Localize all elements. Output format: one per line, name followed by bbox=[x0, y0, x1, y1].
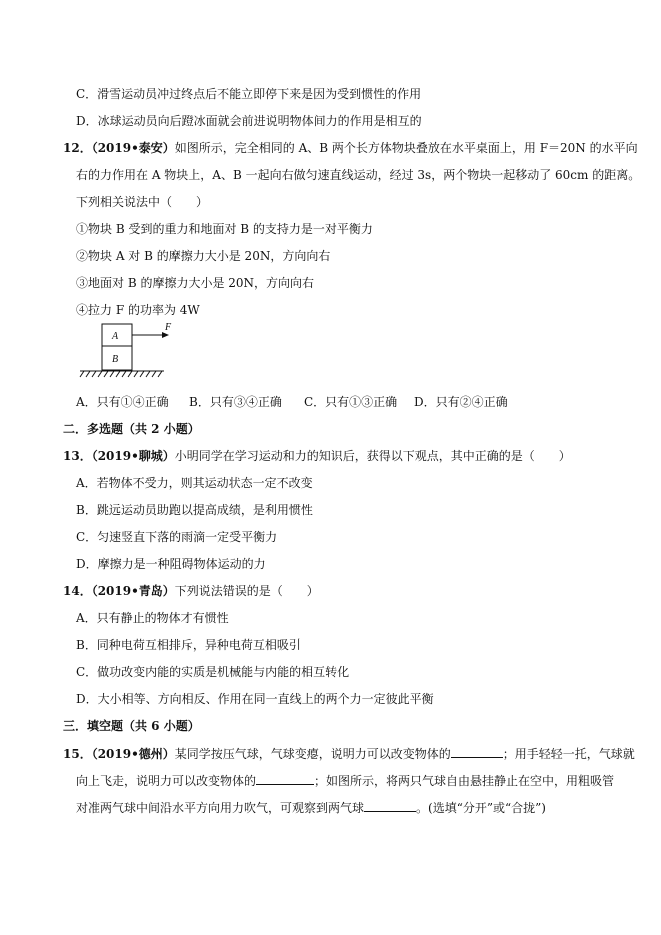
answer-blank[interactable] bbox=[256, 773, 314, 785]
q14-option-d: D．大小相等、方向相反、作用在同一直线上的两个力一定彼此平衡 bbox=[76, 692, 434, 706]
question-source: ．（2019•聊城） bbox=[79, 449, 175, 463]
question-text: 向上飞走，说明力可以改变物体的 bbox=[76, 774, 257, 788]
stacked-blocks-figure bbox=[78, 322, 188, 384]
q13-option-c: C．匀速竖直下落的雨滴一定受平衡力 bbox=[76, 530, 278, 544]
section-heading-multi-choice: 二．多选题（共 2 小题） bbox=[63, 422, 200, 436]
q14-option-a: A．只有静止的物体才有惯性 bbox=[76, 611, 229, 625]
question-text: ；用手轻轻一托，气球就 bbox=[502, 747, 635, 761]
question-12-stem-line3: 下列相关说法中（ ） bbox=[76, 195, 209, 209]
question-15-line3 bbox=[76, 800, 546, 815]
answer-blank[interactable] bbox=[451, 746, 503, 758]
question-15-line2 bbox=[76, 773, 614, 788]
q12-option-b: B．只有③④正确 bbox=[189, 395, 282, 409]
q13-option-b: B．跳远运动员助跑以提高成绩，是利用惯性 bbox=[76, 503, 313, 517]
q13-option-d: D．摩擦力是一种阻碍物体运动的力 bbox=[76, 557, 266, 571]
question-text: 如图所示，完全相同的 A、B 两个长方体物块叠放在水平桌面上，用 F＝20N 的水平向 bbox=[174, 141, 638, 155]
question-14-stem bbox=[63, 584, 319, 598]
option-c-q11: C．滑雪运动员冲过终点后不能立即停下来是因为受到惯性的作用 bbox=[76, 87, 422, 101]
question-text: 小明同学在学习运动和力的知识后，获得以下观点，其中正确的是（ ） bbox=[174, 449, 571, 463]
question-text: 。(选填“分开”或“合拢”) bbox=[416, 801, 546, 815]
question-text: ；如图所示，将两只气球自由悬挂静止在空中，用粗吸管 bbox=[314, 774, 615, 788]
question-number: 12 bbox=[63, 141, 80, 155]
q13-option-a: A．若物体不受力，则其运动状态一定不改变 bbox=[76, 476, 313, 490]
question-number: 13 bbox=[63, 449, 80, 463]
question-text: 下列说法错误的是（ ） bbox=[174, 584, 319, 598]
question-source: ．（2019•德州） bbox=[79, 747, 175, 761]
question-number: 15 bbox=[63, 747, 80, 761]
q12-option-d: D．只有②④正确 bbox=[414, 395, 508, 409]
question-15-line1 bbox=[63, 746, 635, 761]
question-text: 某同学按压气球，气球变瘪，说明力可以改变物体的 bbox=[174, 747, 451, 761]
statement-1: ①物块 B 受到的重力和地面对 B 的支持力是一对平衡力 bbox=[76, 222, 373, 236]
question-source: ．（2019•泰安） bbox=[79, 141, 175, 155]
question-12-stem-line1 bbox=[63, 141, 638, 155]
q14-option-c: C．做功改变内能的实质是机械能与内能的相互转化 bbox=[76, 665, 350, 679]
statement-3: ③地面对 B 的摩擦力大小是 20N，方向向右 bbox=[76, 276, 315, 290]
q14-option-b: B．同种电荷互相排斥，异种电荷互相吸引 bbox=[76, 638, 301, 652]
question-number: 14 bbox=[63, 584, 80, 598]
question-12-stem-line2: 右的力作用在 A 物块上，A、B 一起向右做匀速直线运动，经过 3s，两个物块一起移动了 60cm 的距离。 bbox=[76, 168, 641, 182]
statement-4: ④拉力 F 的功率为 4W bbox=[76, 303, 200, 317]
statement-2: ②物块 A 对 B 的摩擦力大小是 20N，方向向右 bbox=[76, 249, 331, 263]
question-source: ．（2019•青岛） bbox=[79, 584, 175, 598]
option-d-q11: D．冰球运动员向后蹬冰面就会前进说明物体间力的作用是相互的 bbox=[76, 114, 422, 128]
section-heading-fill-blank: 三．填空题（共 6 小题） bbox=[63, 719, 200, 733]
q12-option-a: A．只有①④正确 bbox=[76, 395, 169, 409]
block-b-label: B bbox=[112, 354, 119, 365]
answer-blank[interactable] bbox=[364, 800, 416, 812]
force-f-label: F bbox=[165, 322, 172, 333]
question-text: 对准两气球中间沿水平方向用力吹气，可观察到两气球 bbox=[76, 801, 365, 815]
block-a-label: A bbox=[112, 331, 119, 342]
q12-option-c: C．只有①③正确 bbox=[304, 395, 398, 409]
question-13-stem bbox=[63, 449, 571, 463]
